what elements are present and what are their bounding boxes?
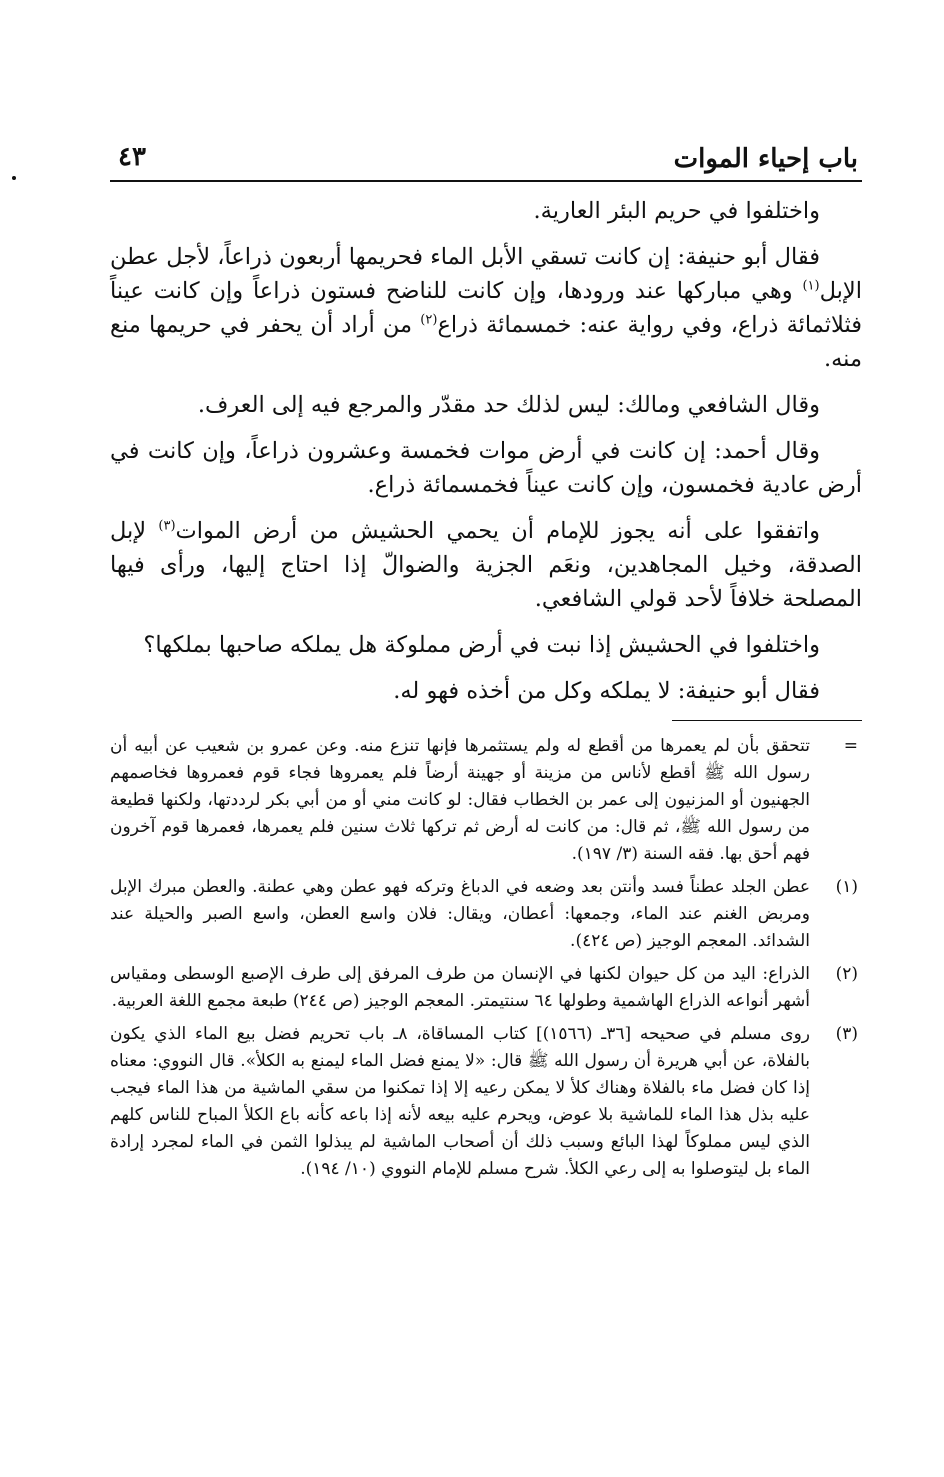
page-number: ٤٣ [118, 142, 146, 172]
stray-mark [12, 176, 16, 180]
paragraph [110, 194, 862, 228]
footnote-text: الذراع: اليد من كل حيوان لكنها في الإنسان من طرف المرفق إلى طرف الإصبع الوسطى ومقياس أشهر أنواعه الذراع الهاشمية وطولها ٦٤ سنتيمتر. المعجم الوجيز (ص ٢٤٤) طبعة مجمع اللغة العربية. [110, 964, 810, 1011]
paragraph [110, 434, 862, 502]
footnote-text: عطن الجلد عطناً فسد وأنتن بعد وضعه في الدباغ وتركه فهو عطن وهي عطنة. والعطن مبرك الإبل ومربض الغنم عند الماء، وجمعها: أعطان، ويقال: فلان واسع العطن، واسع الصبر والحيلة عند الشدائد. المعجم الوجيز (ص ٤٢٤). [110, 877, 810, 951]
footnote-marker: (٣) [835, 1024, 858, 1044]
footnote-text: تتحقق بأن لم يعمرها من أقطع له ولم يستثمرها فإنها تنزع منه. وعن عمرو بن شعيب عن أبيه أن رسول الله ﷺ أقطع لأناس من مزينة أو جهينة أرضاً فلم يعمروها فجاء قوم فعمروها فخاصمهم الجهنيون أو المزنيون إلى عمر بن الخطاب فقال: لو كانت مني أو من أبي بكر لرددتها، ولكنها قطيعة من رسول الله ﷺ، ثم قال: من كانت له أرض ثم تركها ثلاث سنين فلم يعمرها، فعمرها قوم آخرون فهم أحق بها. فقه السنة (٣/ ١٩٧). [110, 736, 810, 864]
paragraph [110, 388, 862, 422]
paragraph-text: وقال الشافعي ومالك: ليس لذلك حد مقدّر والمرجع فيه إلى العرف. [197, 392, 820, 418]
footnote-marker: = [843, 736, 858, 756]
paragraph [110, 240, 862, 376]
chapter-title: باب إحياء الموات [673, 144, 858, 174]
footnote [110, 1021, 862, 1183]
paragraph-text: واختلفوا في حريم البئر العارية. [533, 198, 820, 224]
paragraph-text: لإبل الصدقة، وخيل المجاهدين، ونعَم الجزية والضوالّ إذا احتاج إليها، ورأى فيها المصلحة خلافاً لأحد قولي الشافعي. [110, 518, 862, 612]
footnote-marker: (٢) [835, 964, 858, 984]
paragraph [110, 628, 862, 662]
footnote [110, 733, 862, 868]
paragraph-text: واختلفوا في الحشيش إذا نبت في أرض مملوكة هل يملكه صاحبها بملكها؟ [143, 632, 820, 658]
paragraph [110, 674, 862, 708]
footnote [110, 874, 862, 955]
footnote [110, 961, 862, 1015]
paragraph-text: وقال أحمد: إن كانت في أرض موات فخمسة وعشرون ذراعاً، وإن كانت في أرض عادية فخمسون، وإن كانت عيناً فخمسمائة ذراع. [110, 438, 862, 498]
running-header [110, 140, 862, 182]
paragraph-text: واتفقوا على أنه يجوز للإمام أن يحمي الحشيش من أرض الموات [175, 518, 820, 544]
footnote-marker: (١) [835, 877, 858, 897]
paragraph [110, 514, 862, 616]
footnote-text: روى مسلم في صحيحه [٣٦ـ (١٥٦٦)] كتاب المساقاة، ٨ـ باب تحريم فضل بيع الماء الذي يكون بالفلاة، عن أبي هريرة أن رسول الله ﷺ قال: «لا يمنع فضل الماء ليمنع به الكلأ». قال النووي: معناه إذا كان فضل ماء بالفلاة وهناك كلأ لا يمكن رعيه إلا إذا تمكنوا من سقي الماشية من هذا الماء فيجب عليه بذل هذا الماء للماشية بلا عوض، ويحرم عليه بيعه لأنه إذا باعه كأنه باع الكلأ المباح للناس كلهم الذي ليس مملوكاً لهذا البائع وسبب ذلك أن أصحاب الماشية لم يبذلوا الثمن في الماء لمجرد إرادة الماء بل ليتوصلوا به إلى رعي الكلأ. شرح مسلم للإمام النووي (١٠/ ١٩٤). [110, 1024, 810, 1179]
paragraph-text: من أراد أن يحفر في حريمها منع منه. [110, 312, 862, 372]
footnote-separator [672, 720, 862, 721]
footnote-ref: (٣) [158, 518, 176, 534]
paragraph-text: فقال أبو حنيفة: إن كانت تسقي الأبل الماء فحريمها أربعون ذراعاً، لأجل عطن الإبل [110, 244, 862, 304]
footnote-ref: (٢) [420, 312, 438, 328]
paragraph-text: فقال أبو حنيفة: لا يملكه وكل من أخذه فهو له. [393, 678, 820, 704]
book-page [110, 140, 862, 1189]
footnote-ref: (١) [802, 278, 820, 294]
main-text [110, 194, 862, 708]
footnotes [110, 733, 862, 1183]
paragraph-text: وهي مباركها عند ورودها، وإن كانت للناضح فستون ذراعاً وإن كانت عيناً فثلاثمائة ذراع، وفي رواية عنه: خمسمائة ذراع [110, 278, 863, 338]
